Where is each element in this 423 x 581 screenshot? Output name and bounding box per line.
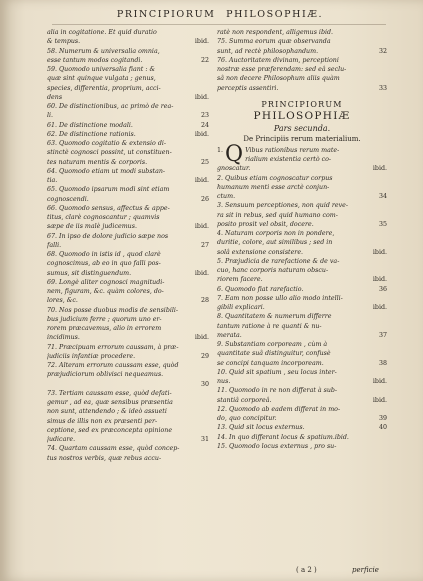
entry-text: 11. Quomodo in re non differat à sub- bbox=[217, 387, 338, 395]
entry-text: 5. Præjudicia de rarefactione & de va- bbox=[217, 257, 340, 265]
page-ref: 39 bbox=[378, 415, 387, 422]
entry-text: merata. bbox=[217, 331, 242, 339]
list-item bbox=[47, 84, 209, 93]
right-column-bottom bbox=[217, 164, 387, 451]
page-ref: 34 bbox=[378, 193, 387, 200]
page-ref: 33 bbox=[378, 84, 387, 92]
entry-text: 65. Quomodo ipsarum modi sint etiam bbox=[47, 186, 170, 194]
list-item: Vibus rationibus rerum mate- bbox=[245, 146, 340, 154]
list-item bbox=[47, 250, 209, 259]
entry-text: 58. Numerum & universalia omnia, bbox=[47, 47, 160, 55]
list-item bbox=[217, 220, 387, 229]
entry-text: sumus, sit distinguendum. bbox=[47, 269, 132, 277]
list-item bbox=[217, 312, 387, 321]
entry-text: rorem præcavemus, alio in errorem bbox=[47, 325, 162, 332]
entry-text: stantiâ corporeâ. bbox=[217, 396, 272, 404]
entry-text: humanum menti esse arctè conjun- bbox=[217, 183, 330, 191]
list-item bbox=[47, 213, 209, 222]
entry-text: 14. In quo differant locus & spatium.ibid. bbox=[217, 433, 349, 441]
list-item bbox=[47, 306, 209, 315]
entry-text: gibili explicari. bbox=[217, 304, 265, 311]
entry-text: 70. Nos posse duobus modis de sensibili- bbox=[47, 306, 179, 314]
list-item bbox=[217, 211, 387, 220]
list-item bbox=[217, 368, 387, 377]
page-ref: 37 bbox=[378, 331, 387, 339]
entry-text: 66. Quomodo sensus, affectus & appe- bbox=[47, 204, 170, 212]
catchword: perficie bbox=[352, 566, 379, 574]
entry-text: bus judicium ferre ; quorum uno er- bbox=[47, 315, 162, 323]
entry-text: sunt, ad rectè philosophandum. bbox=[217, 47, 319, 55]
list-item bbox=[47, 167, 209, 176]
entry-text: simus de illis non ex præsenti per- bbox=[47, 417, 158, 425]
list-item bbox=[47, 185, 209, 194]
list-item bbox=[47, 93, 209, 102]
list-item bbox=[217, 285, 387, 294]
entry-text: titus, clarè cognoscantur ; quamvis bbox=[47, 214, 160, 221]
entry-text: quæ sint quinque vulgata ; genus, bbox=[47, 75, 156, 83]
list-item bbox=[47, 278, 209, 287]
entry-text: nostræ esse præferendam: sed eâ seclu- bbox=[217, 66, 347, 73]
list-item bbox=[47, 74, 209, 83]
entry-text: tia. bbox=[47, 177, 58, 184]
section-part: Pars secunda. bbox=[273, 123, 331, 133]
list-item bbox=[217, 28, 387, 37]
list-item bbox=[47, 176, 209, 185]
section-subtitle: De Principiis rerum materialium. bbox=[243, 134, 361, 143]
list-item bbox=[47, 232, 209, 241]
page-ref: 26 bbox=[200, 195, 209, 203]
entry-text: 9. Substantiam corpoream , cùm à bbox=[217, 341, 328, 348]
list-item bbox=[217, 396, 387, 405]
entry-text: lores, &c. bbox=[47, 297, 78, 305]
entry-text: 69. Longè aliter cognosci magnitudi- bbox=[47, 278, 165, 286]
list-item bbox=[217, 349, 387, 358]
list-item bbox=[217, 174, 387, 183]
page-ref: 27 bbox=[200, 241, 209, 249]
page-ref: 38 bbox=[378, 359, 387, 367]
list-item bbox=[217, 47, 387, 56]
list-item bbox=[217, 294, 387, 303]
entry-text: & tempus. bbox=[47, 38, 81, 46]
entry-text: 68. Quomodo in istis id , quod clarè bbox=[47, 251, 161, 258]
entry-text: tus nostros verbis, quæ rebus accu- bbox=[47, 454, 162, 462]
entry-text: 63. Quomodo cogitatio & extensio di- bbox=[47, 140, 167, 147]
page-ref: ibid. bbox=[194, 130, 209, 138]
page-ref: ibid. bbox=[372, 304, 387, 311]
page-ref: 29 bbox=[200, 352, 209, 360]
list-item bbox=[47, 324, 209, 333]
list-item bbox=[217, 405, 387, 414]
entry-text: 6. Quomodo fiat rarefactio. bbox=[217, 285, 304, 293]
running-head-right: PHILOSOPHIÆ. bbox=[226, 9, 324, 20]
list-item bbox=[217, 84, 387, 93]
entry-text: non sunt, attendendo ; & ideò assueti bbox=[47, 408, 167, 416]
list-item bbox=[217, 229, 387, 238]
list-item bbox=[47, 222, 209, 231]
page-ref: ibid. bbox=[372, 396, 387, 404]
page-ref: 40 bbox=[378, 424, 387, 432]
list-item bbox=[217, 303, 387, 312]
section-title-line1: PRINCIPIORUM bbox=[261, 99, 343, 109]
list-item bbox=[217, 74, 387, 83]
list-item bbox=[217, 322, 387, 331]
entry-text: gemur , ad ea, quæ sensibus præsentia bbox=[47, 399, 173, 406]
entry-text: tes naturam mentis & corporis. bbox=[47, 158, 148, 166]
list-item bbox=[217, 183, 387, 192]
entry-text: alia in cogitatione. Et quid duratio bbox=[47, 29, 157, 36]
page-ref: ibid. bbox=[194, 177, 209, 184]
list-item bbox=[217, 331, 387, 340]
list-item bbox=[47, 435, 209, 444]
page-ref: ibid. bbox=[194, 223, 209, 231]
entry-text: 3. Sensuum perceptiones, non quid reve- bbox=[217, 202, 349, 210]
drop-capital: Q bbox=[225, 141, 244, 167]
page-ref: 30 bbox=[200, 380, 209, 388]
list-item bbox=[217, 238, 387, 247]
list-item bbox=[217, 433, 387, 442]
list-item bbox=[47, 195, 209, 204]
list-item bbox=[217, 359, 387, 368]
list-item bbox=[217, 266, 387, 275]
entry-text: incidimus. bbox=[47, 334, 80, 342]
entry-text: cognoscendi. bbox=[47, 195, 89, 203]
list-item bbox=[47, 102, 209, 111]
entry-text: 13. Quid sit locus externus. bbox=[217, 424, 305, 432]
list-item bbox=[47, 259, 209, 268]
page-ref: 22 bbox=[200, 56, 209, 64]
entry-text: ratè non respondent, alligemus ibid. bbox=[217, 29, 334, 36]
entry-text: nem, figuram, &c. quàm colores, do- bbox=[47, 288, 164, 295]
entry-text: esse tantum modos cogitandi. bbox=[47, 56, 143, 64]
list-item bbox=[47, 417, 209, 426]
page-ref: ibid. bbox=[372, 276, 387, 284]
page-ref: 35 bbox=[378, 220, 387, 228]
list-item bbox=[47, 47, 209, 56]
list-item: rialium existentia certò co- bbox=[245, 156, 332, 163]
entry-text: ra sit in rebus, sed quid humano com- bbox=[217, 211, 338, 219]
dropcap-entry bbox=[217, 141, 387, 167]
list-item bbox=[217, 414, 387, 423]
page-ref: 36 bbox=[378, 285, 387, 293]
list-item bbox=[47, 56, 209, 65]
entry-text: 67. In ipso de dolore judicio sæpe nos bbox=[47, 232, 169, 240]
page-ref: ibid. bbox=[194, 38, 209, 46]
running-head bbox=[60, 9, 380, 20]
list-item bbox=[217, 56, 387, 65]
entry-text: ctum. bbox=[217, 193, 236, 200]
entry-text: 4. Naturam corporis non in pondere, bbox=[217, 230, 335, 237]
list-item bbox=[47, 454, 209, 463]
signature-mark: ( a 2 ) bbox=[296, 566, 317, 574]
entry-text: judiciis infantiæ procedere. bbox=[47, 352, 136, 360]
head-rule bbox=[52, 24, 386, 25]
entry-text: riorem facere. bbox=[217, 276, 263, 284]
list-item bbox=[47, 111, 209, 120]
list-item bbox=[47, 139, 209, 148]
entry-text: quantitate suâ distinguitur, confusè bbox=[217, 350, 331, 358]
list-item bbox=[217, 340, 387, 349]
list-item bbox=[47, 398, 209, 407]
entry-text: tantum ratione à re quanti & nu- bbox=[217, 322, 322, 330]
entry-text: do, quo concipitur. bbox=[217, 415, 277, 422]
list-item bbox=[47, 426, 209, 435]
entry-text: 12. Quomodo ab eadem differat in mo- bbox=[217, 405, 341, 413]
entry-text: præjudiciorum oblivisci nequeamus. bbox=[47, 371, 164, 379]
entry-text: 76. Auctoritatem divinam, perceptioni bbox=[217, 56, 339, 64]
list-item bbox=[217, 377, 387, 386]
entry-text: gnoscatur. bbox=[217, 165, 251, 173]
list-item bbox=[217, 192, 387, 201]
list-item bbox=[47, 352, 209, 361]
page-ref: 24 bbox=[200, 121, 209, 129]
list-item bbox=[47, 296, 209, 305]
list-item bbox=[47, 389, 209, 398]
list-item bbox=[47, 148, 209, 157]
page-ref: 23 bbox=[200, 112, 209, 120]
list-item bbox=[47, 158, 209, 167]
list-item bbox=[217, 164, 387, 173]
entry-text: 10. Quid sit spatium , seu locus inter- bbox=[217, 368, 337, 376]
entry-text: 73. Tertiam caussam esse, quòd defati- bbox=[47, 389, 172, 397]
entry-text: cognoscimus, ab eo in quo falli pos- bbox=[47, 260, 161, 268]
page-ref: ibid. bbox=[372, 378, 387, 385]
list-item bbox=[217, 257, 387, 266]
entry-text: duritie, colore, aut similibus ; sed in bbox=[217, 239, 333, 247]
page-ref: 28 bbox=[200, 297, 209, 305]
entry-text: 15. Quomodo locus externus , pro su- bbox=[217, 442, 337, 450]
page-ref: 31 bbox=[200, 436, 209, 443]
list-item bbox=[217, 423, 387, 432]
entry-text: dens bbox=[47, 93, 63, 101]
list-item bbox=[47, 380, 209, 389]
page-ref: ibid. bbox=[372, 248, 387, 256]
entry-text: species, differentia, proprium, acci- bbox=[47, 84, 161, 92]
page-ref: ibid. bbox=[194, 93, 209, 101]
entry-text: ceptione, sed ex præconcepta opinione bbox=[47, 426, 173, 434]
entry-text: 72. Alteram errorum caussam esse, quòd bbox=[47, 362, 179, 369]
list-item bbox=[47, 130, 209, 139]
list-item bbox=[217, 275, 387, 284]
list-item bbox=[47, 287, 209, 296]
entry-text: judicare. bbox=[47, 436, 76, 443]
list-item bbox=[47, 241, 209, 250]
entry-text: solâ extensione consistere. bbox=[217, 248, 304, 256]
list-item bbox=[47, 204, 209, 213]
entry-text: 60. De distinctionibus, ac primò de rea- bbox=[47, 103, 174, 110]
entry-text: cuo, hanc corporis naturam obscu- bbox=[217, 267, 329, 274]
list-item bbox=[217, 386, 387, 395]
entry-text: 59. Quomodo universalia fiant : & bbox=[47, 66, 156, 73]
entry-text: 71. Præcipuam errorum caussam, à præ- bbox=[47, 343, 179, 351]
entry-text: se concipi tanquam incorpoream. bbox=[217, 359, 324, 367]
entry-text: 74. Quartam caussam esse, quòd concep- bbox=[47, 445, 180, 453]
list-item bbox=[217, 442, 387, 451]
entry-text: 62. De distinctione rationis. bbox=[47, 130, 136, 138]
entry-text: nus. bbox=[217, 378, 231, 385]
entry-text: sâ non decere Philosophum aliis quàm bbox=[217, 75, 340, 83]
left-column bbox=[47, 28, 209, 463]
entry-number: 1. bbox=[217, 146, 224, 154]
list-item bbox=[47, 65, 209, 74]
list-item bbox=[47, 333, 209, 342]
list-item bbox=[47, 37, 209, 46]
entry-text: falli. bbox=[47, 241, 62, 249]
right-column-top bbox=[217, 28, 387, 93]
list-item bbox=[217, 37, 387, 46]
entry-text: perceptis assentiri. bbox=[217, 84, 279, 92]
right-column bbox=[217, 28, 387, 451]
page-ref: ibid. bbox=[372, 165, 387, 173]
running-head-left: PRINCIPIORUM bbox=[116, 9, 216, 20]
entry-text: 64. Quomodo etiam ut modi substan- bbox=[47, 167, 166, 175]
page-ref: 32 bbox=[378, 47, 387, 55]
list-item bbox=[47, 343, 209, 352]
list-item bbox=[47, 315, 209, 324]
list-item bbox=[47, 361, 209, 370]
list-item bbox=[217, 248, 387, 257]
entry-text: 75. Summa eorum quæ observanda bbox=[217, 38, 331, 46]
list-item bbox=[47, 444, 209, 453]
page-ref: 25 bbox=[200, 158, 209, 166]
list-item bbox=[217, 65, 387, 74]
entry-text: 61. De distinctione modali. bbox=[47, 121, 133, 129]
entry-text: li. bbox=[47, 112, 54, 120]
list-item bbox=[47, 121, 209, 130]
entry-text: 8. Quantitatem & numerum differre bbox=[217, 313, 332, 321]
page-ref: ibid. bbox=[194, 334, 209, 342]
entry-text: 7. Eam non posse ullo alio modo intelli- bbox=[217, 294, 343, 302]
section-title-line2: PHILOSOPHIÆ bbox=[253, 109, 351, 122]
entry-text: 2. Quibus etiam cognoscatur corpus bbox=[217, 174, 333, 182]
list-item bbox=[47, 370, 209, 379]
page-ref: ibid. bbox=[194, 269, 209, 277]
list-item bbox=[47, 28, 209, 37]
list-item bbox=[47, 407, 209, 416]
list-item bbox=[217, 201, 387, 210]
entry-text: sæpe de iis malè judicemus. bbox=[47, 223, 137, 231]
list-item bbox=[47, 269, 209, 278]
entry-text: stinctè cognosci possint, ut constituen- bbox=[47, 149, 172, 157]
entry-text: posito prosit vel obsit, docere. bbox=[217, 220, 314, 228]
